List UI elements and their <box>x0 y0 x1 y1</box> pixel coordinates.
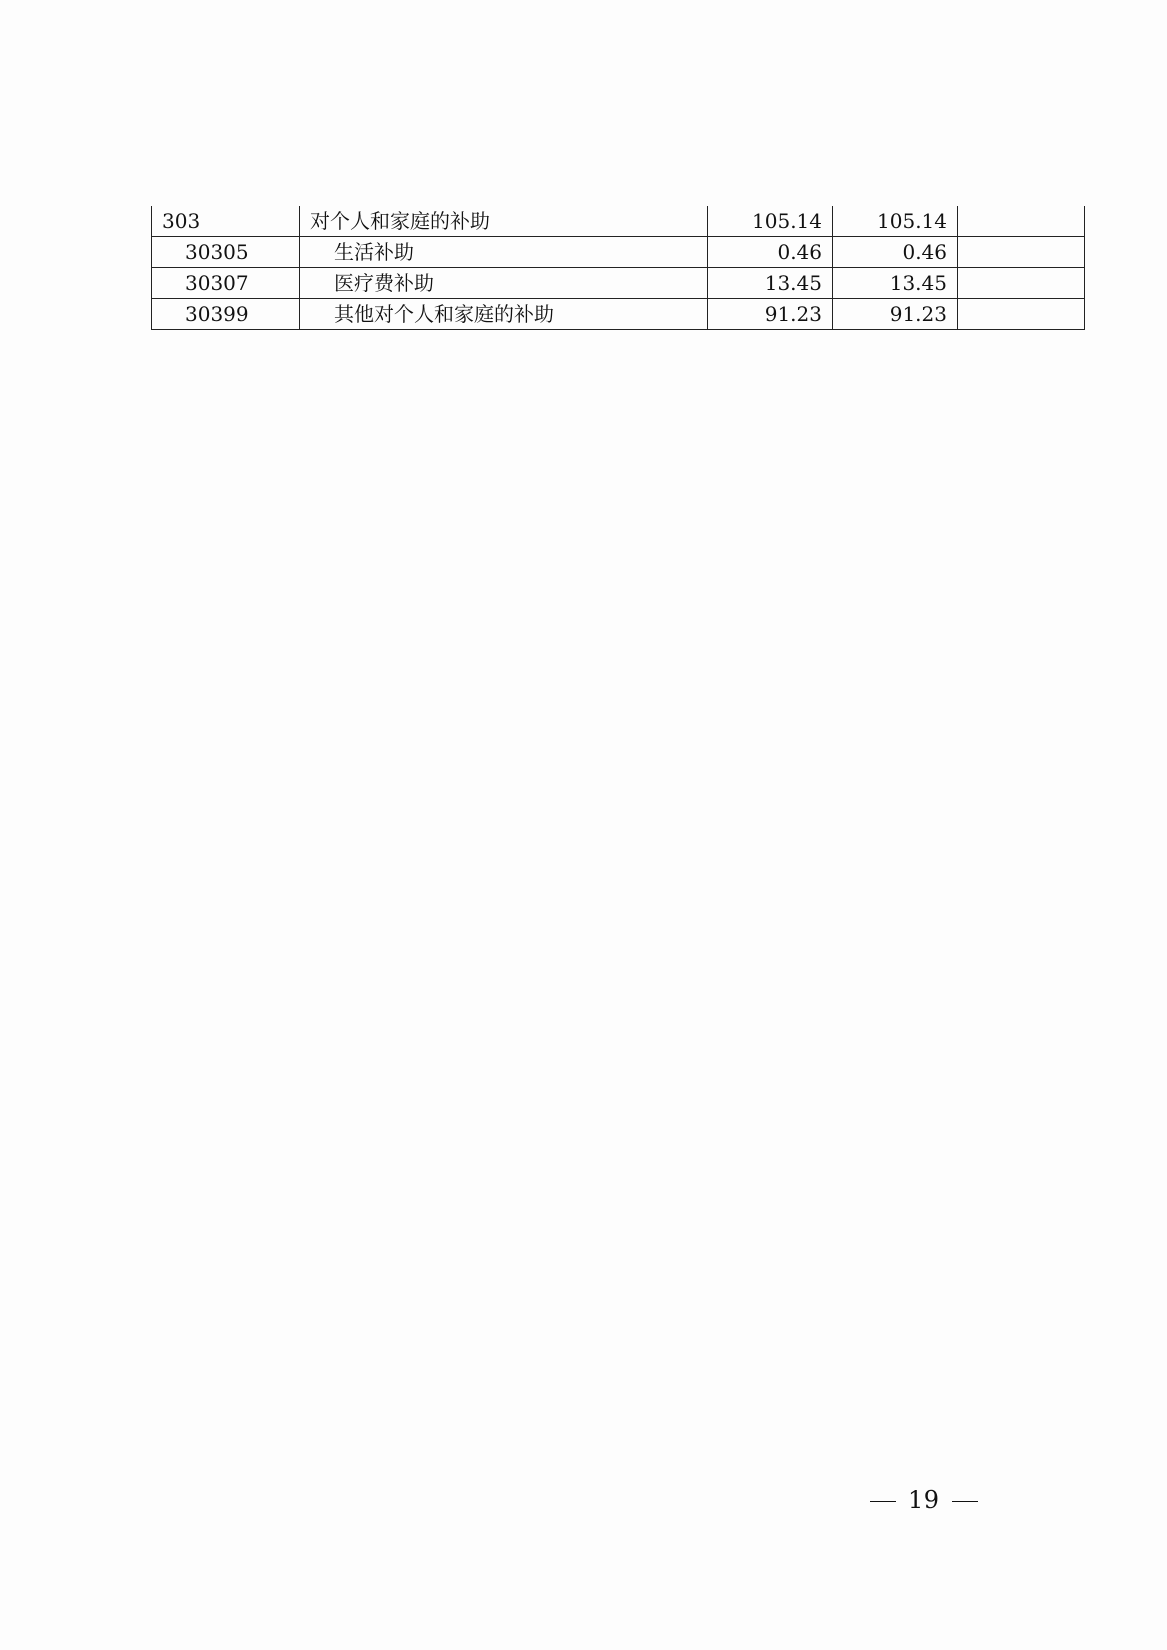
table-row <box>152 268 1085 299</box>
row-name: 医疗费补助 <box>300 268 708 299</box>
row-value-1: 0.46 <box>708 237 833 268</box>
row-value-3 <box>958 206 1085 237</box>
table-row <box>152 206 1085 237</box>
page-number-left-dash <box>870 1501 896 1503</box>
row-code: 303 <box>152 206 300 237</box>
page-number-text: 19 <box>908 1486 940 1514</box>
page-number-right-dash <box>952 1501 978 1503</box>
table-row <box>152 237 1085 268</box>
row-value-3 <box>958 299 1085 330</box>
row-value-3 <box>958 268 1085 299</box>
row-value-2: 0.46 <box>833 237 958 268</box>
row-value-1: 91.23 <box>708 299 833 330</box>
row-value-1: 13.45 <box>708 268 833 299</box>
row-code: 30305 <box>152 237 300 268</box>
row-value-3 <box>958 237 1085 268</box>
row-value-2: 13.45 <box>833 268 958 299</box>
table-row <box>152 299 1085 330</box>
row-name: 对个人和家庭的补助 <box>300 206 708 237</box>
row-code: 30399 <box>152 299 300 330</box>
row-value-2: 91.23 <box>833 299 958 330</box>
row-value-1: 105.14 <box>708 206 833 237</box>
row-name: 生活补助 <box>300 237 708 268</box>
page-number <box>870 1486 978 1514</box>
row-name: 其他对个人和家庭的补助 <box>300 299 708 330</box>
row-code: 30307 <box>152 268 300 299</box>
expenditure-table <box>151 206 1085 330</box>
row-value-2: 105.14 <box>833 206 958 237</box>
